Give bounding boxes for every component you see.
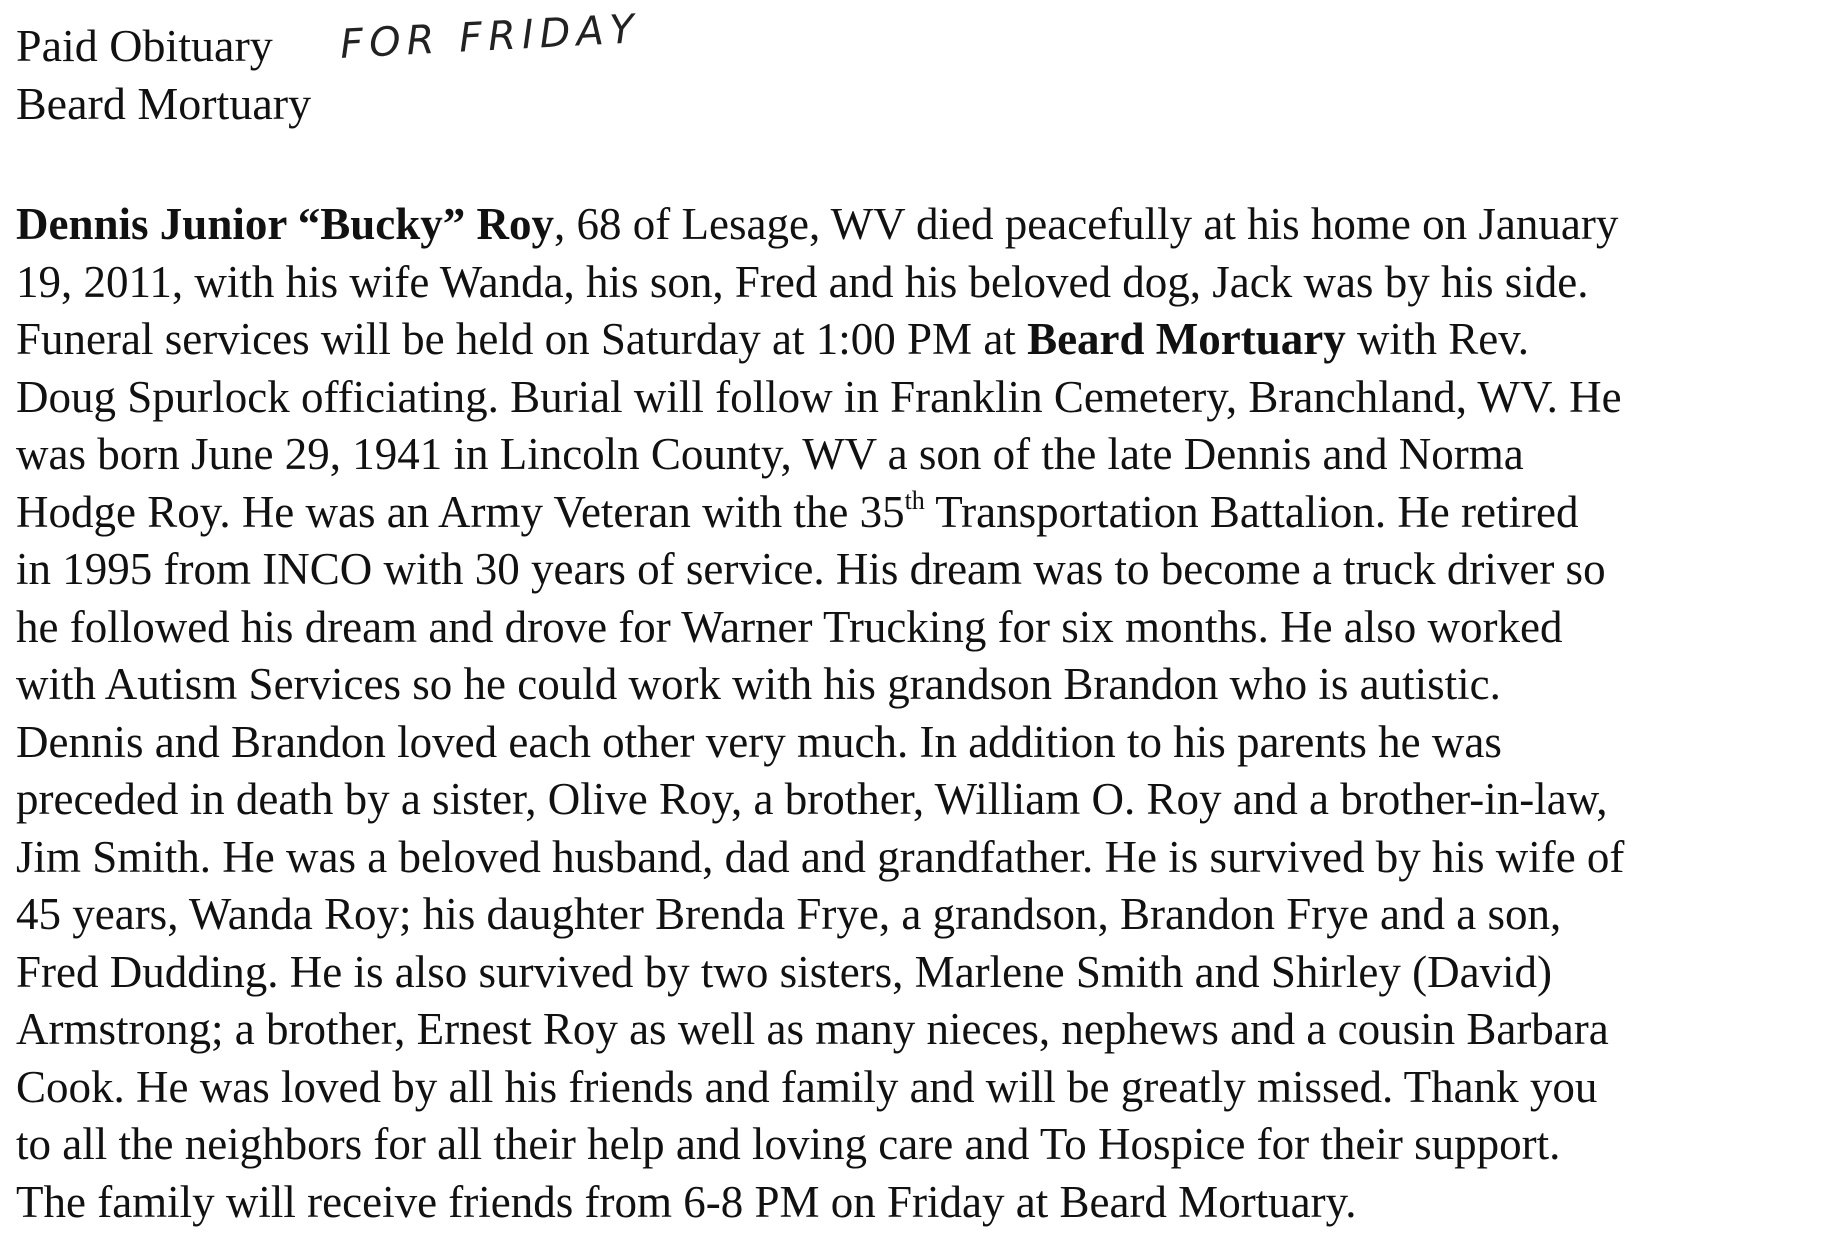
header-mortuary: Beard Mortuary	[16, 78, 312, 129]
obituary-line: in 1995 from INCO with 30 years of service. His dream was to become a truck driver so	[16, 544, 1606, 594]
header-title: Paid Obituary	[16, 20, 273, 71]
obituary-line: 45 years, Wanda Roy; his daughter Brenda Frye, a grandson, Brandon Frye and a son,	[16, 889, 1562, 939]
deceased-name: Dennis Junior “Bucky” Roy	[16, 199, 555, 249]
obituary-line: Fred Dudding. He is also survived by two sisters, Marlene Smith and Shirley (David)	[16, 946, 1553, 997]
obituary-line: Jim Smith. He was a beloved husband, dad and grandfather. He is survived by his wife of	[16, 831, 1625, 882]
obituary-line: was born June 29, 1941 in Lincoln County, WV a son of the late Dennis and Norma	[16, 429, 1524, 479]
obituary-line: Dennis and Brandon loved each other very much. In addition to his parents he was	[16, 716, 1502, 767]
handwritten-note: FOR FRIDAY	[339, 6, 642, 68]
obituary-line: The family will receive friends from 6-8 PM on Friday at Beard Mortuary.	[16, 1176, 1357, 1227]
obituary-line: 19, 2011, with his wife Wanda, his son, Fred and his beloved dog, Jack was by his side.	[16, 256, 1589, 307]
obituary-line: he followed his dream and drove for Warner Trucking for six months. He also worked	[16, 601, 1563, 652]
obituary-line: Doug Spurlock officiating. Burial will follow in Franklin Cemetery, Branchland, WV. He	[16, 371, 1622, 422]
obituary-line: Funeral services will be held on Saturday at 1:00 PM at Beard Mortuary with Rev.	[16, 314, 1530, 364]
obituary-line: Dennis Junior “Bucky” Roy, 68 of Lesage, WV died peacefully at his home on January	[16, 199, 1619, 249]
obituary-line: Cook. He was loved by all his friends and family and will be greatly missed. Thank you	[16, 1061, 1598, 1112]
obituary-line: with Autism Services so he could work with his grandson Brandon who is autistic.	[16, 659, 1501, 709]
mortuary-name: Beard Mortuary	[1027, 314, 1346, 364]
obituary-body	[16, 196, 1826, 1231]
obituary-line: preceded in death by a sister, Olive Roy, a brother, William O. Roy and a brother-in-law,	[16, 774, 1608, 824]
obituary-line: Hodge Roy. He was an Army Veteran with the 35th Transportation Battalion. He retired	[16, 485, 1579, 537]
obituary-line: Armstrong; a brother, Ernest Roy as well as many nieces, nephews and a cousin Barbara	[16, 1004, 1609, 1054]
obituary-line: to all the neighbors for all their help and loving care and To Hospice for their support.	[16, 1119, 1561, 1169]
